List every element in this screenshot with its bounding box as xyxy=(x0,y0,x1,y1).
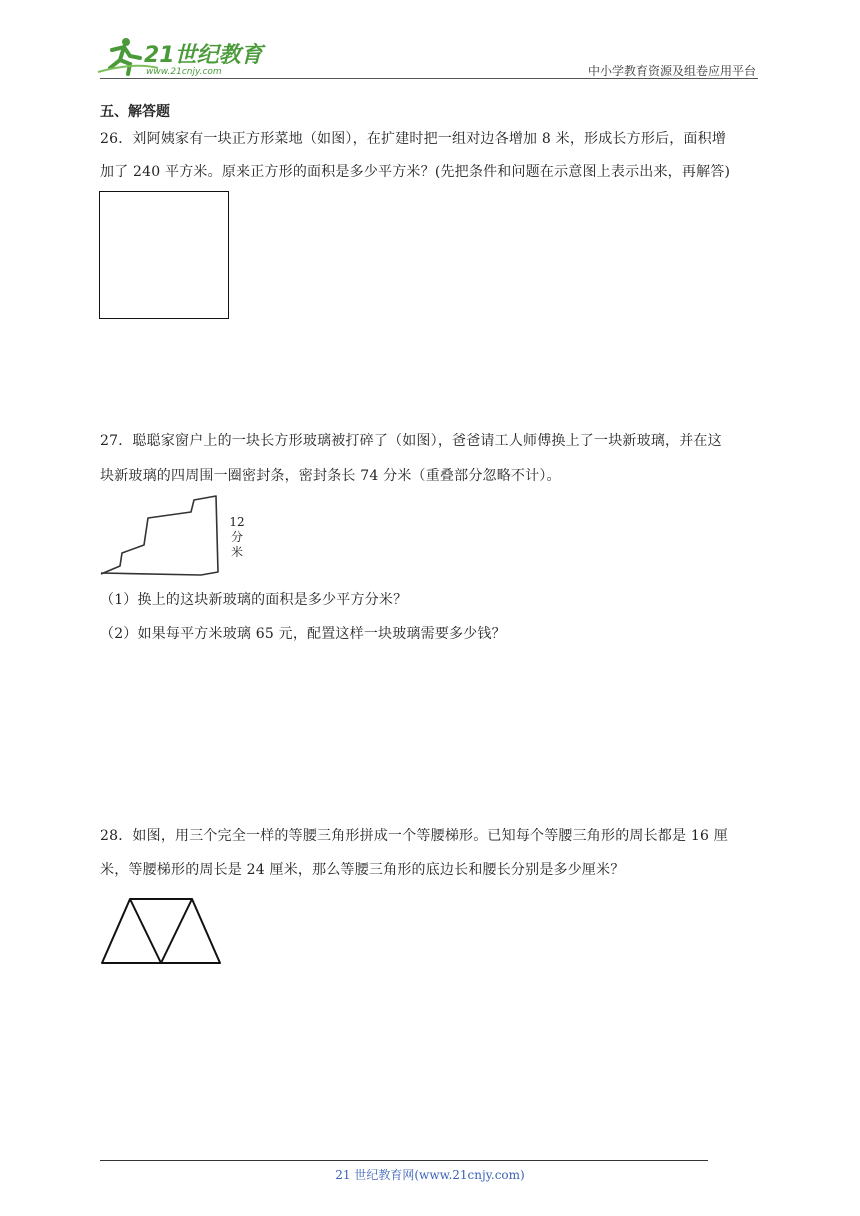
header-divider xyxy=(100,78,758,79)
q27-dimension-unit-2: 米 xyxy=(230,545,243,559)
q27-dimension-label xyxy=(229,515,245,560)
q28-text-line2: 米，等腰梯形的周长是 24 厘米，那么等腰三角形的底边长和腰长分别是多少厘米？ xyxy=(100,862,625,878)
q27-text-line1: 27．聪聪家窗户上的一块长方形玻璃被打碎了（如图），爸爸请工人师傅换上了一块新玻璃，并在这 xyxy=(100,433,722,449)
section-title: 五、解答题 xyxy=(100,104,170,120)
footer-divider xyxy=(100,1160,708,1161)
q26-text-line1: 26．刘阿姨家有一块正方形菜地（如图），在扩建时把一组对边各增加 8 米，形成长方形后，面积增 xyxy=(100,131,727,147)
logo-text: 21世纪教育 xyxy=(144,43,263,68)
logo-url: www.21cnjy.com xyxy=(146,67,222,77)
header-platform-text: 中小学教育资源及组卷应用平台 xyxy=(587,64,756,78)
q27-text-line2: 块新玻璃的四周围一圈密封条，密封条长 74 分米（重叠部分忽略不计）。 xyxy=(100,468,561,484)
q26-square-figure xyxy=(99,191,229,319)
footer-link[interactable]: 21 世纪教育网(www.21cnjy.com) xyxy=(335,1168,525,1182)
q28-text-line1: 28．如图，用三个完全一样的等腰三角形拼成一个等腰梯形。已知每个等腰三角形的周长都是 16 厘 xyxy=(100,828,728,844)
q27-dimension-number: 12 xyxy=(229,515,245,529)
q27-dimension-unit-1: 分 xyxy=(230,530,243,544)
site-logo xyxy=(94,34,263,78)
q28-trapezoid-figure xyxy=(98,895,226,967)
q27-subquestion-2: （2）如果每平方米玻璃 65 元，配置这样一块玻璃需要多少钱？ xyxy=(100,626,506,642)
q26-text-line2: 加了 240 平方米。原来正方形的面积是多少平方米？(先把条件和问题在示意图上表示出来，再解答) xyxy=(100,164,731,180)
q27-subquestion-1: （1）换上的这块新玻璃的面积是多少平方分米？ xyxy=(100,592,408,608)
